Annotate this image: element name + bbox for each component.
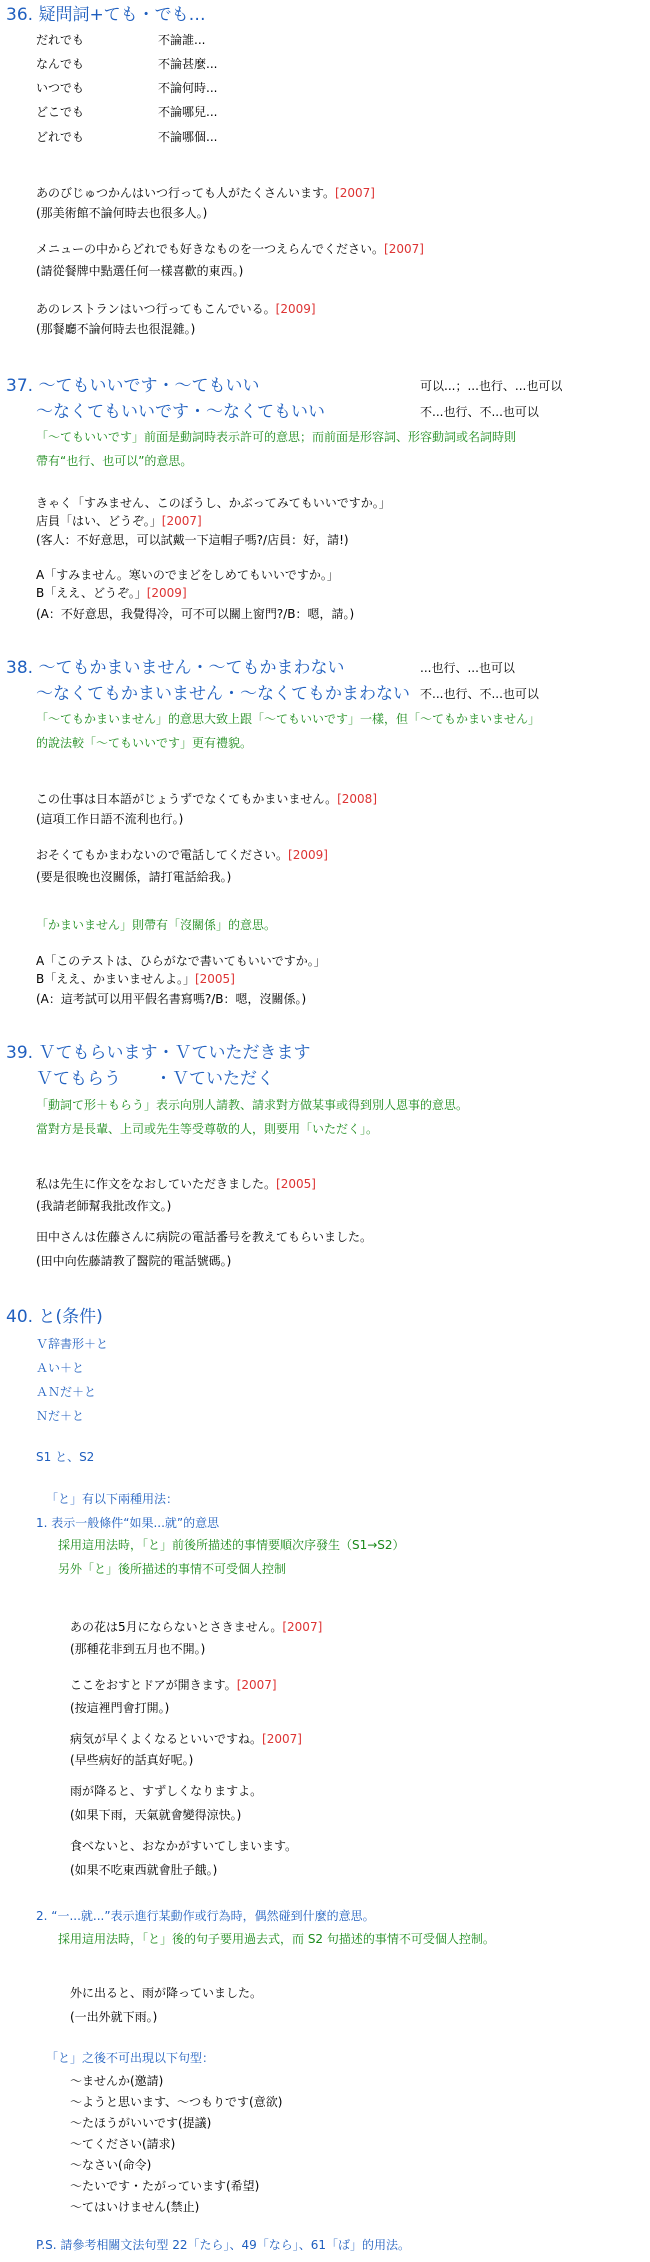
usage-heading: 「と」有以下兩種用法：	[46, 1492, 179, 1506]
dialogue-line	[36, 970, 235, 988]
list-item: ～てはいけません(禁止)	[70, 2200, 200, 2214]
table-row-zh: 不論甚麼...	[158, 57, 218, 71]
translation: (一出外就下雨。)	[70, 2010, 158, 2024]
meaning: 不...也行、不...也可以	[420, 687, 539, 701]
form-item: Ｎだ＋と	[36, 1409, 85, 1423]
meaning: ...也行、...也可以	[420, 661, 515, 675]
section-37-title: 37. ～てもいいです・～てもいい	[6, 376, 260, 396]
year-tag: [2007]	[262, 1732, 302, 1746]
translation: (田中向佐藤請教了醫院的電話號碼。)	[36, 1254, 232, 1268]
table-row-jp: いつでも	[36, 81, 85, 95]
year-tag: [2007]	[161, 514, 202, 528]
year-tag: [2009]	[275, 302, 316, 316]
form-item: Ｖ辞書形＋と	[36, 1337, 109, 1351]
dialogue-line	[36, 512, 202, 530]
form-item: ＡＮだ＋と	[36, 1385, 97, 1399]
form-item: S1 と、S2	[36, 1450, 95, 1464]
example-sentence	[70, 1730, 302, 1748]
section-38-title: 38. ～てもかまいません・～てもかまわない	[6, 658, 345, 678]
example-sentence	[36, 790, 377, 808]
form-item: Ａい＋と	[36, 1361, 85, 1375]
sentence-jp: 店員「はい、どうぞ。」	[36, 514, 162, 528]
translation: (按這裡門會打開。)	[70, 1701, 170, 1715]
year-tag: [2005]	[276, 1177, 316, 1191]
example-sentence: 食べないと、おなかがすいてしまいます。	[70, 1839, 298, 1853]
list-item: ～ませんか(邀請)	[70, 2074, 164, 2088]
grammar-note: 的說法較「～てもいいです」更有禮貌。	[36, 736, 253, 750]
translation: (A：不好意思，我覺得冷，可不可以關上窗門?/B：嗯，請。)	[36, 607, 355, 621]
usage-item: 1. 表示一般條件“如果...就”的意思	[36, 1516, 220, 1530]
translation: (我請老師幫我批改作文。)	[36, 1199, 172, 1213]
sentence-jp: この仕事は日本語がじょうずでなくてもかまいません。	[36, 792, 338, 806]
example-sentence: 田中さんは佐藤さんに病院の電話番号を教えてもらいました。	[36, 1230, 373, 1244]
section-39-subtitle: Ｖてもらう ・Ｖていただく	[36, 1069, 274, 1089]
sentence-jp: B「ええ、どうぞ。」	[36, 586, 147, 600]
sentence-jp: 病気が早くよくなるといいですね。	[70, 1732, 263, 1746]
year-tag: [2007]	[384, 242, 424, 256]
table-row-zh: 不論誰...	[158, 33, 206, 47]
sentence-jp: あのレストランはいつ行ってもこんでいる。	[36, 302, 276, 316]
grammar-note: 「～てもかまいません」的意思大致上跟「～てもいいです」一樣，但「～てもかまいません」	[36, 712, 541, 726]
sentence-jp: メニューの中からどれでも好きなものを一つえらんでください。	[36, 242, 385, 256]
grammar-note: 另外「と」後所描述的事情不可受個人控制	[58, 1562, 287, 1576]
year-tag: [2007]	[236, 1678, 277, 1692]
year-tag: [2009]	[146, 586, 187, 600]
meaning: 不...也行、不...也可以	[420, 405, 539, 419]
list-item: ～なさい(命令)	[70, 2158, 152, 2172]
translation: (請從餐牌中點選任何一樣喜歡的東西。)	[36, 264, 244, 278]
ps-note: P.S. 請參考相關文法句型 22「たら」、49「なら」、61「ば」的用法。	[36, 2238, 411, 2252]
usage-item: 2. “一...就...”表示進行某動作或行為時，偶然碰到什麼的意思。	[36, 1909, 375, 1923]
dialogue-line	[36, 584, 187, 602]
example-sentence	[36, 300, 316, 318]
table-row-jp: どれでも	[36, 130, 85, 144]
translation: (這項工作日語不流利也行。)	[36, 812, 184, 826]
example-sentence	[36, 184, 375, 202]
dialogue-line: A「このテストは、ひらがなで書いてもいいですか。」	[36, 954, 326, 968]
sentence-jp: あの花は5月にならないとさきません。	[70, 1620, 283, 1634]
example-sentence	[70, 1618, 322, 1636]
grammar-note: 「かまいません」則帶有「沒關係」的意思。	[36, 918, 277, 932]
section-36-title: 36. 疑問詞+ても・でも…	[6, 5, 206, 25]
sentence-jp: 私は先生に作文をなおしていただきました。	[36, 1177, 277, 1191]
table-row-jp: なんでも	[36, 57, 85, 71]
translation: (如果下雨，天氣就會變得涼快。)	[70, 1808, 242, 1822]
section-39-title: 39. Ｖてもらいます・Ｖていただきます	[6, 1043, 311, 1063]
example-sentence	[70, 1676, 277, 1694]
translation: (A：這考試可以用平假名書寫嗎?/B：嗯，沒關係。)	[36, 992, 307, 1006]
list-item: ～てください(請求)	[70, 2137, 176, 2151]
sentence-jp: あのびじゅつかんはいつ行っても人がたくさんいます。	[36, 186, 336, 200]
example-sentence: 外に出ると、雨が降っていました。	[70, 1986, 263, 2000]
year-tag: [2007]	[282, 1620, 323, 1634]
table-row-zh: 不論哪個...	[158, 130, 218, 144]
grammar-note: 帶有“也行、也可以”的意思。	[36, 454, 193, 468]
translation: (那種花非到五月也不開。)	[70, 1642, 206, 1656]
example-sentence	[36, 1175, 316, 1193]
dialogue-line: きゃく「すみません、このぼうし、かぶってみてもいいですか。」	[36, 496, 391, 510]
grammar-note: 「動詞て形＋もらう」表示向別人請教、請求對方做某事或得到別人恩事的意思。	[36, 1098, 469, 1112]
grammar-note: 採用這用法時，「と」後的句子要用過去式，而 S2 句描述的事情不可受個人控制。	[58, 1932, 495, 1946]
grammar-note: 當對方是長輩、上司或先生等受尊敬的人，則要用「いただく」。	[36, 1122, 379, 1136]
section-38-subtitle: ～なくてもかまいません・～なくてもかまわない	[36, 684, 410, 704]
dialogue-line: A「すみません。寒いのでまどをしめてもいいですか。」	[36, 568, 339, 582]
translation: (那餐廳不論何時去也很混雜。)	[36, 322, 196, 336]
translation: (客人：不好意思，可以試戴一下這帽子嗎?/店員：好，請!)	[36, 533, 349, 547]
list-item: ～たいです・たがっています(希望)	[70, 2179, 260, 2193]
year-tag: [2009]	[288, 848, 328, 862]
translation: (早些病好的話真好呢。)	[70, 1753, 194, 1767]
example-sentence: 雨が降ると、すずしくなりますよ。	[70, 1784, 263, 1798]
example-sentence	[36, 240, 424, 258]
year-tag: [2005]	[194, 972, 235, 986]
grammar-note: 「～てもいいです」前面是動詞時表示許可的意思；而前面是形容詞、形容動詞或名詞時則	[36, 430, 517, 444]
translation: (那美術館不論何時去也很多人。)	[36, 206, 208, 220]
list-item: ～ようと思います、～つもりです(意欲)	[70, 2095, 283, 2109]
usage-heading: 「と」之後不可出現以下句型：	[46, 2051, 215, 2065]
meaning: 可以...；...也行、...也可以	[420, 379, 563, 393]
section-37-subtitle: ～なくてもいいです・～なくてもいい	[36, 402, 325, 422]
sentence-jp: ここをおすとドアが開きます。	[70, 1678, 237, 1692]
table-row-jp: どこでも	[36, 105, 85, 119]
sentence-jp: B「ええ、かまいませんよ。」	[36, 972, 195, 986]
translation: (要是很晚也沒關係，請打電話給我。)	[36, 870, 232, 884]
year-tag: [2007]	[335, 186, 375, 200]
list-item: ～たほうがいいです(提議)	[70, 2116, 212, 2130]
translation: (如果不吃東西就會肚子餓。)	[70, 1863, 218, 1877]
table-row-zh: 不論何時...	[158, 81, 218, 95]
table-row-jp: だれでも	[36, 33, 85, 47]
example-sentence	[36, 846, 328, 864]
section-40-title: 40. と(条件)	[6, 1307, 103, 1327]
grammar-note: 採用這用法時，「と」前後所描述的事情要順次序發生（S1→S2）	[58, 1538, 405, 1552]
table-row-zh: 不論哪兒...	[158, 105, 218, 119]
sentence-jp: おそくてもかまわないので電話してください。	[36, 848, 289, 862]
year-tag: [2008]	[337, 792, 377, 806]
